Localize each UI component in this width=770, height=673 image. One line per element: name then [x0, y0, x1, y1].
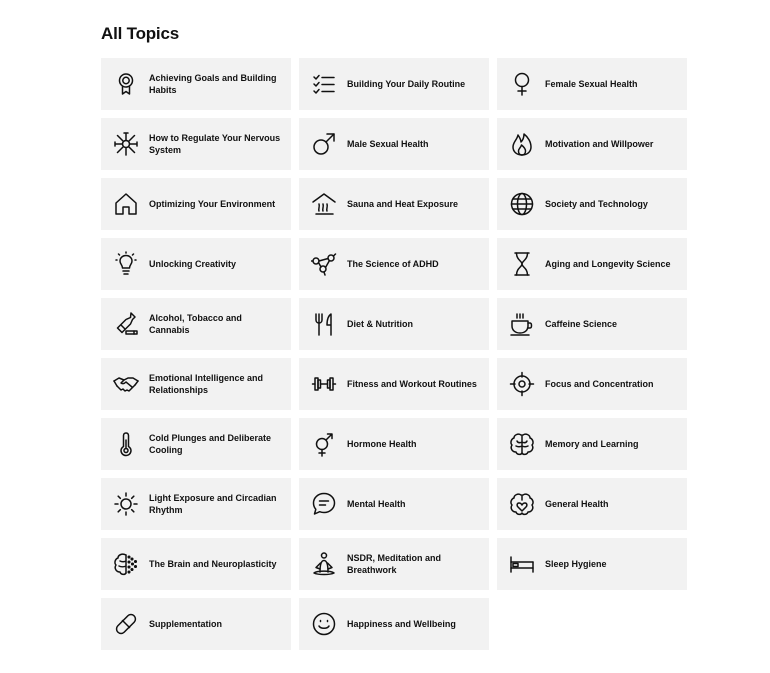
topics-grid [101, 58, 687, 650]
thermometer-icon [113, 431, 139, 457]
topic-card[interactable] [497, 58, 687, 110]
handshake-icon [113, 371, 139, 397]
topic-card[interactable] [299, 358, 489, 410]
target-icon [509, 371, 535, 397]
topic-card[interactable] [101, 298, 291, 350]
dumbbell-icon [311, 371, 337, 397]
topic-label: Mental Health [347, 499, 406, 509]
bottle-cigarette-icon [113, 311, 139, 337]
topic-label: Society and Technology [545, 199, 648, 209]
topic-label: Achieving Goals and Building Habits [149, 73, 277, 95]
medal-icon [113, 71, 139, 97]
globe-icon [509, 191, 535, 217]
topic-card[interactable] [497, 538, 687, 590]
topic-label: Motivation and Willpower [545, 139, 654, 149]
coffee-cup-icon [509, 311, 535, 337]
topic-label: The Science of ADHD [347, 259, 439, 269]
hourglass-icon [509, 251, 535, 277]
lightbulb-icon [113, 251, 139, 277]
topic-card[interactable] [497, 118, 687, 170]
topic-label: Aging and Longevity Science [545, 259, 671, 269]
female-symbol-icon [509, 71, 535, 97]
nervous-system-icon [113, 131, 139, 157]
topic-card[interactable] [299, 418, 489, 470]
topic-card[interactable] [101, 58, 291, 110]
topic-card[interactable] [497, 358, 687, 410]
topic-label: Memory and Learning [545, 439, 639, 449]
topic-card[interactable] [299, 118, 489, 170]
topic-label: Happiness and Wellbeing [347, 619, 456, 629]
page-title: All Topics [101, 24, 179, 43]
flame-icon [509, 131, 535, 157]
topic-label: General Health [545, 499, 609, 509]
topic-label: Unlocking Creativity [149, 259, 237, 269]
molecule-icon [311, 251, 337, 277]
topic-label: NSDR, Meditation and Breathwork [347, 553, 441, 575]
topic-label: Sleep Hygiene [545, 559, 607, 569]
topic-label: Focus and Concentration [545, 379, 654, 389]
topic-card[interactable] [101, 238, 291, 290]
pill-icon [113, 611, 139, 637]
topic-card[interactable] [101, 118, 291, 170]
smiley-icon [311, 611, 337, 637]
home-icon [113, 191, 139, 217]
topic-card[interactable] [101, 478, 291, 530]
topic-card[interactable] [299, 598, 489, 650]
topic-card[interactable] [299, 538, 489, 590]
fork-knife-icon [311, 311, 337, 337]
topic-card[interactable] [299, 178, 489, 230]
topic-card[interactable] [299, 58, 489, 110]
brain-network-icon [113, 551, 139, 577]
topic-label: Supplementation [149, 619, 223, 629]
topic-card[interactable] [101, 538, 291, 590]
topic-card[interactable] [299, 298, 489, 350]
topic-card[interactable] [101, 358, 291, 410]
topic-card[interactable] [101, 178, 291, 230]
topic-card[interactable] [101, 598, 291, 650]
topic-label: Building Your Daily Routine [347, 79, 466, 89]
male-symbol-icon [311, 131, 337, 157]
topic-card[interactable] [299, 238, 489, 290]
topic-card[interactable] [497, 478, 687, 530]
topic-card[interactable] [497, 238, 687, 290]
checklist-icon [311, 71, 337, 97]
topic-card[interactable] [497, 418, 687, 470]
topic-label: Fitness and Workout Routines [347, 379, 477, 389]
topic-label: Diet & Nutrition [347, 319, 413, 329]
gender-symbols-icon [311, 431, 337, 457]
topic-card[interactable] [497, 178, 687, 230]
topic-label: Male Sexual Health [347, 139, 429, 149]
topic-label: Caffeine Science [545, 319, 618, 329]
bed-icon [509, 551, 535, 577]
brain-icon [509, 431, 535, 457]
topic-label: How to Regulate Your Nervous System [149, 133, 281, 155]
brain-heart-icon [509, 491, 535, 517]
speech-bubble-icon [311, 491, 337, 517]
topic-label: Emotional Intelligence and Relationships [149, 373, 264, 395]
topic-card[interactable] [101, 418, 291, 470]
sun-icon [113, 491, 139, 517]
topic-label: Sauna and Heat Exposure [347, 199, 459, 209]
topic-label: Cold Plunges and Deliberate Cooling [149, 433, 272, 455]
meditation-icon [311, 551, 337, 577]
sauna-icon [311, 191, 337, 217]
topic-label: Optimizing Your Environment [149, 199, 276, 209]
topic-label: Alcohol, Tobacco and Cannabis [149, 313, 242, 335]
topic-label: Light Exposure and Circadian Rhythm [149, 493, 277, 515]
topic-label: The Brain and Neuroplasticity [149, 559, 277, 569]
topic-label: Female Sexual Health [545, 79, 638, 89]
topic-card[interactable] [299, 478, 489, 530]
topic-card[interactable] [497, 298, 687, 350]
topic-label: Hormone Health [347, 439, 417, 449]
